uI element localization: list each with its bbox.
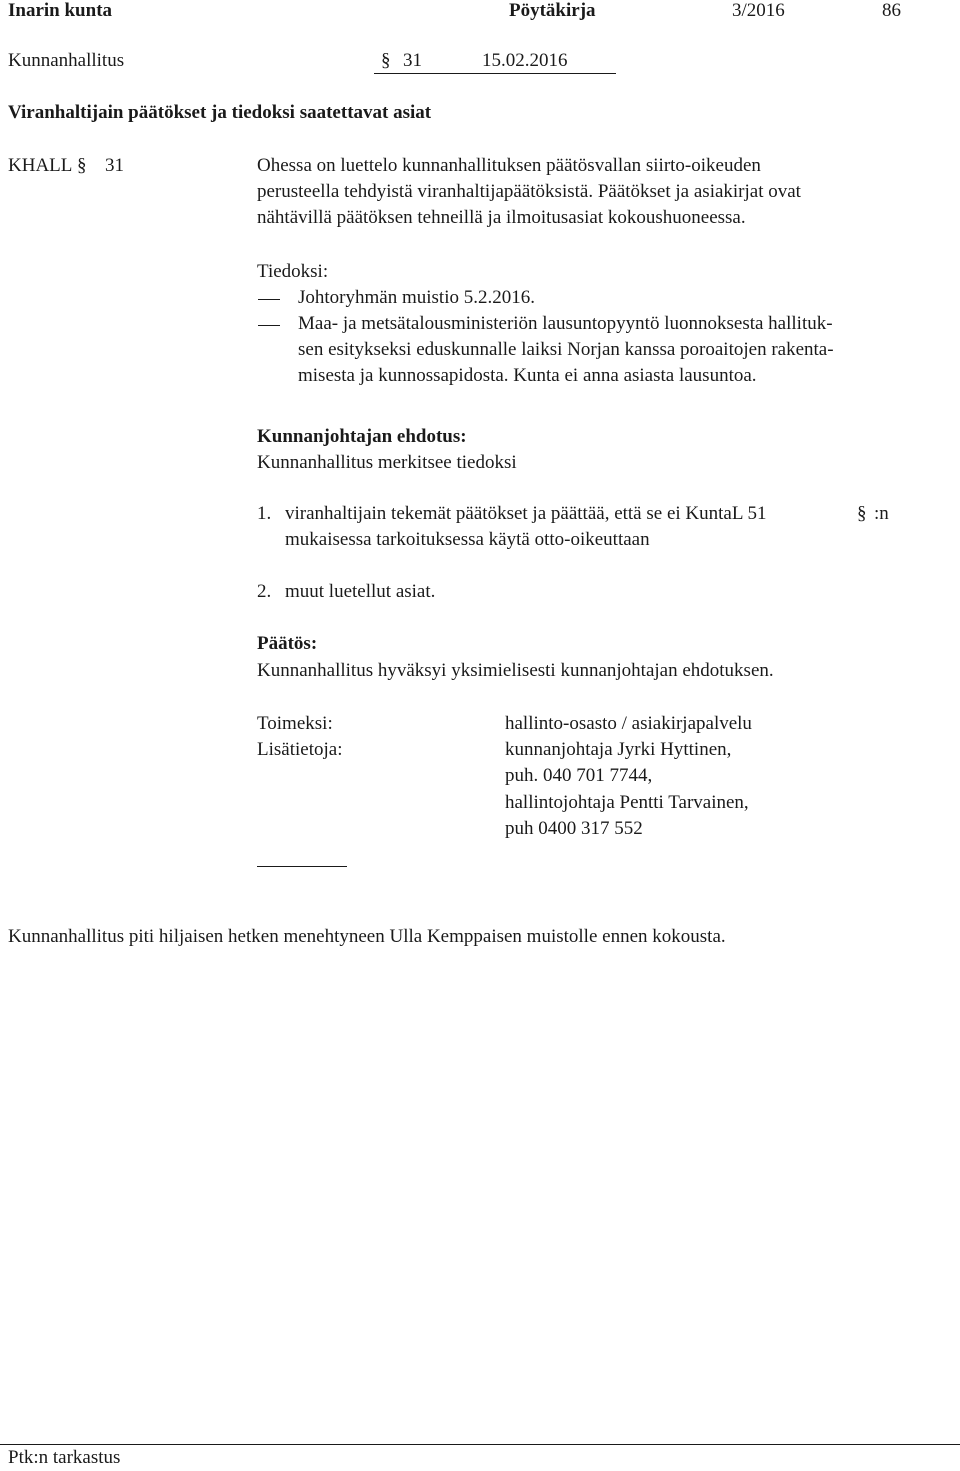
tiedoksi-item: Maa- ja metsätalousministeriön lausuntopyyntö luonnoksesta hallituk- xyxy=(298,313,833,334)
document-type: Pöytäkirja xyxy=(509,0,596,21)
header-underline xyxy=(374,73,616,74)
toimeksi-label: Toimeksi: xyxy=(257,713,333,734)
contact-line: puh 0400 317 552 xyxy=(505,818,643,839)
lisatietoja-label: Lisätietoja: xyxy=(257,739,343,760)
contact-line: kunnanjohtaja Jyrki Hyttinen, xyxy=(505,739,732,760)
tiedoksi-item: sen esitykseksi eduskunnalle laiksi Norjan kanssa poroaitojen rakenta- xyxy=(298,339,834,360)
proposal-point-line: mukaisessa tarkoituksessa käytä otto-oikeuttaan xyxy=(285,529,650,550)
proposal-point-number: 2. xyxy=(257,581,272,602)
proposal-point-line: viranhaltijain tekemät päätökset ja päättää, että se ei KuntaL 51 xyxy=(285,503,767,524)
proposal-label: Kunnanjohtajan ehdotus: xyxy=(257,426,467,447)
tiedoksi-item: Johtoryhmän muistio 5.2.2016. xyxy=(298,287,535,308)
proposal-point-number: 1. xyxy=(257,503,272,524)
intro-line: Ohessa on luettelo kunnanhallituksen päätösvallan siirto-oikeuden xyxy=(257,155,761,176)
decision-text: Kunnanhallitus hyväksyi yksimielisesti kunnanjohtajan ehdotuksen. xyxy=(257,660,774,681)
proposal-point-line: muut luetellut asiat. xyxy=(285,581,436,602)
bullet-dash xyxy=(258,299,280,300)
footer-rule xyxy=(0,1444,960,1445)
contact-line: puh. 040 701 7744, xyxy=(505,765,653,786)
item-section-number: 31 xyxy=(105,155,124,176)
body-name: Kunnanhallitus xyxy=(8,50,125,71)
proposal-section-symbol: § xyxy=(857,503,867,524)
tiedoksi-item: misesta ja kunnossapidosta. Kunta ei anna asiasta lausuntoa. xyxy=(298,365,757,386)
decision-label: Päätös: xyxy=(257,633,318,654)
meeting-date: 15.02.2016 xyxy=(482,50,568,71)
municipality-name: Inarin kunta xyxy=(8,0,113,21)
header-section-number: 31 xyxy=(403,50,422,71)
document-number: 3/2016 xyxy=(732,0,785,21)
bullet-dash xyxy=(258,325,280,326)
contact-line: hallintojohtaja Pentti Tarvainen, xyxy=(505,792,749,813)
footer-label: Ptk:n tarkastus xyxy=(8,1447,121,1468)
closing-note: Kunnanhallitus piti hiljaisen hetken menehtyneen Ulla Kemppaisen muistolle ennen kokousta. xyxy=(8,926,726,947)
page-number: 86 xyxy=(882,0,901,21)
page-title: Viranhaltijain päätökset ja tiedoksi saatettavat asiat xyxy=(8,102,432,123)
toimeksi-value: hallinto-osasto / asiakirjapalvelu xyxy=(505,713,752,734)
proposal-point-tail: :n xyxy=(874,503,889,524)
item-code: KHALL xyxy=(8,155,73,176)
intro-line: perusteella tehdyistä viranhaltijapäätöksistä. Päätökset ja asiakirjat ovat xyxy=(257,181,801,202)
header-section-symbol: § xyxy=(381,50,391,71)
item-section-symbol: § xyxy=(77,155,87,176)
intro-line: nähtävillä päätöksen tehneillä ja ilmoitusasiat kokoushuoneessa. xyxy=(257,207,746,228)
item-separator xyxy=(257,866,347,867)
proposal-text: Kunnanhallitus merkitsee tiedoksi xyxy=(257,452,517,473)
tiedoksi-label: Tiedoksi: xyxy=(257,261,329,282)
